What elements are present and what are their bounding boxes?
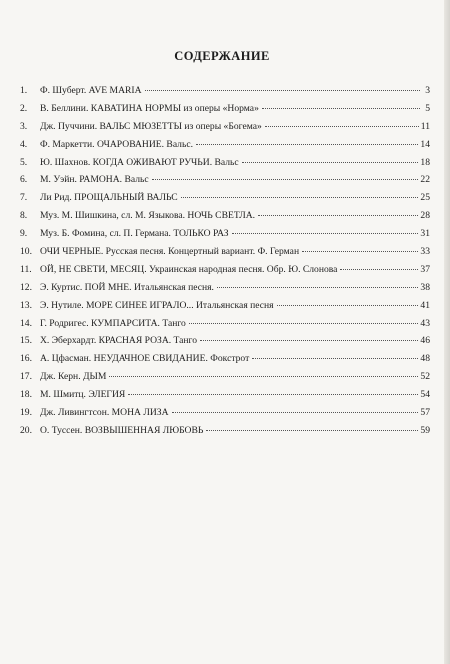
table-of-contents	[20, 85, 430, 443]
toc-entry-number: 19.	[20, 407, 32, 419]
toc-entry	[20, 139, 430, 157]
toc-entry	[20, 210, 430, 228]
toc-entry-title: Г. Родригес. КУМПАРСИТА. Танго	[40, 317, 186, 329]
toc-dot-leader	[145, 90, 420, 91]
toc-dot-leader	[302, 251, 418, 252]
toc-entry-page: 59	[420, 424, 430, 436]
toc-entry-page: 18	[420, 156, 430, 168]
toc-entry	[20, 228, 430, 246]
toc-entry-number: 8.	[20, 210, 28, 222]
toc-entry	[20, 121, 430, 139]
toc-entry-title: Дж. Пуччини. ВАЛЬС МЮЗЕТТЫ из оперы «Богема»	[40, 120, 262, 132]
toc-entry-number: 10.	[20, 246, 32, 258]
toc-entry	[20, 353, 430, 371]
toc-entry-page: 25	[420, 192, 430, 204]
toc-entry	[20, 389, 430, 407]
toc-entry-page: 48	[420, 353, 430, 365]
toc-entry-title: Дж. Ливингтсон. МОНА ЛИЗА	[40, 407, 169, 419]
toc-dot-leader	[232, 233, 419, 234]
toc-entry-title: В. Беллини. КАВАТИНА НОРМЫ из оперы «Норма»	[40, 102, 259, 114]
toc-entry-page: 43	[420, 317, 430, 329]
toc-entry	[20, 85, 430, 103]
toc-entry	[20, 282, 430, 300]
toc-dot-leader	[152, 179, 419, 180]
toc-entry-number: 5.	[20, 156, 28, 168]
toc-entry-number: 2.	[20, 102, 28, 114]
toc-entry-number: 18.	[20, 389, 32, 401]
toc-dot-leader	[206, 430, 418, 431]
toc-entry-title: ОЙ, НЕ СВЕТИ, МЕСЯЦ. Украинская народная песня. Обр. Ю. Слонова	[40, 263, 338, 275]
toc-entry-page: 14	[420, 138, 430, 150]
toc-dot-leader	[277, 305, 419, 306]
toc-entry-page: 3	[425, 85, 430, 96]
toc-dot-leader	[172, 412, 419, 413]
toc-entry-title: ОЧИ ЧЕРНЫЕ. Русская песня. Концертный вариант. Ф. Герман	[40, 246, 300, 258]
toc-entry-page: 41	[420, 299, 430, 311]
page-title: СОДЕРЖАНИЕ	[174, 49, 270, 63]
toc-entry-number: 7.	[20, 192, 28, 204]
toc-entry-title: Э. Нутиле. МОРЕ СИНЕЕ ИГРАЛО... Итальянская песня	[40, 299, 274, 311]
toc-entry-title: Муз. Б. Фомина, сл. П. Германа. ТОЛЬКО РАЗ	[40, 228, 229, 240]
toc-entry-title: Э. Куртис. ПОЙ МНЕ. Итальянская песня.	[40, 281, 214, 293]
toc-entry-page: 46	[420, 335, 430, 347]
toc-entry-title: Ф. Шуберт. AVE MARIA	[40, 85, 142, 96]
toc-entry-title: Дж. Керн. ДЫМ	[40, 371, 107, 383]
toc-entry-number: 1.	[20, 85, 28, 96]
toc-entry-title: А. Цфасман. НЕУДАЧНОЕ СВИДАНИЕ. Фокстрот	[40, 353, 250, 365]
toc-entry-page: 52	[420, 371, 430, 383]
toc-entry-title: Ф. Маркетти. ОЧАРОВАНИЕ. Вальс.	[40, 138, 193, 150]
toc-entry	[20, 335, 430, 353]
toc-entry	[20, 407, 430, 425]
toc-entry-page: 38	[420, 281, 430, 293]
toc-entry-title: Х. Эберхардт. КРАСНАЯ РОЗА. Танго	[40, 335, 198, 347]
toc-dot-leader	[242, 162, 419, 163]
toc-entry-title: М. Шмитц. ЭЛЕГИЯ	[40, 389, 126, 401]
toc-dot-leader	[128, 394, 418, 395]
toc-entry-page: 11	[420, 120, 430, 132]
toc-entry	[20, 174, 430, 192]
toc-entry-number: 20.	[20, 424, 32, 436]
toc-dot-leader	[258, 215, 418, 216]
toc-dot-leader	[196, 144, 418, 145]
toc-entry-number: 14.	[20, 317, 32, 329]
toc-entry	[20, 425, 430, 443]
toc-entry-title: Ли Рид. ПРОЩАЛЬНЫЙ ВАЛЬС	[40, 192, 178, 204]
toc-entry-number: 13.	[20, 299, 32, 311]
toc-entry-page: 22	[420, 174, 430, 186]
toc-entry	[20, 192, 430, 210]
toc-dot-leader	[265, 126, 419, 127]
toc-entry-number: 6.	[20, 174, 28, 186]
toc-entry	[20, 300, 430, 318]
toc-dot-leader	[217, 287, 418, 288]
toc-dot-leader	[181, 197, 419, 198]
toc-entry	[20, 103, 430, 121]
toc-dot-leader	[200, 340, 418, 341]
toc-entry-page: 54	[420, 389, 430, 401]
toc-entry-number: 12.	[20, 281, 32, 293]
toc-dot-leader	[262, 108, 420, 109]
toc-entry-page: 31	[420, 228, 430, 240]
toc-entry-title: Муз. М. Шишкина, сл. М. Языкова. НОЧЬ СВЕТЛА.	[40, 210, 256, 222]
toc-entry-number: 4.	[20, 138, 28, 150]
toc-entry-page: 33	[420, 246, 430, 258]
toc-dot-leader	[189, 323, 419, 324]
toc-dot-leader	[252, 358, 418, 359]
toc-entry	[20, 318, 430, 336]
toc-entry-number: 9.	[20, 228, 28, 240]
page-edge-shadow	[444, 0, 450, 664]
toc-entry-number: 11.	[20, 263, 32, 275]
toc-entry-title: М. Уэйн. РАМОНА. Вальс	[40, 174, 149, 186]
toc-entry	[20, 371, 430, 389]
toc-dot-leader	[340, 269, 418, 270]
toc-entry-number: 3.	[20, 120, 28, 132]
toc-entry-title: Ю. Шахнов. КОГДА ОЖИВАЮТ РУЧЬИ. Вальс	[40, 156, 239, 168]
toc-entry-page: 57	[420, 407, 430, 419]
toc-entry-number: 17.	[20, 371, 32, 383]
toc-entry	[20, 264, 430, 282]
toc-entry	[20, 157, 430, 175]
toc-entry-page: 28	[420, 210, 430, 222]
toc-entry	[20, 246, 430, 264]
toc-entry-page: 37	[420, 263, 430, 275]
toc-dot-leader	[109, 376, 418, 377]
toc-entry-number: 16.	[20, 353, 32, 365]
toc-entry-page: 5	[425, 102, 430, 114]
toc-entry-number: 15.	[20, 335, 32, 347]
toc-entry-title: О. Туссен. ВОЗВЫШЕННАЯ ЛЮБОВЬ	[40, 424, 204, 436]
